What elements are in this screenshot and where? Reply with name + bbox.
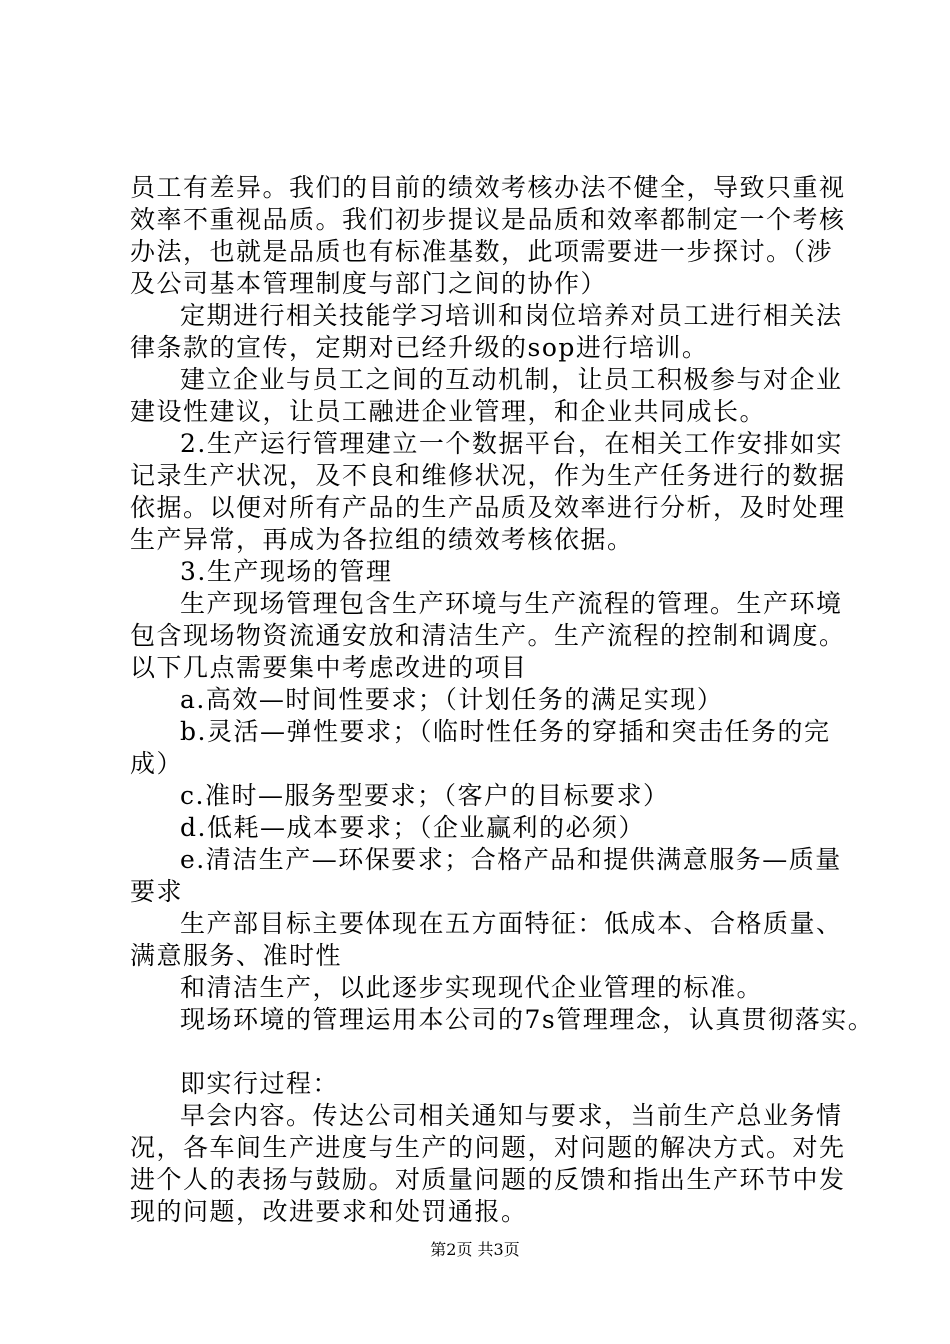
text-line: 效率不重视品质。我们初步提议是品质和效率都制定一个考核 — [130, 205, 846, 234]
text-line: 早会内容。传达公司相关通知与要求，当前生产总业务情 — [180, 1101, 843, 1130]
text-line: 生产部目标主要体现在五方面特征：低成本、合格质量、 — [180, 909, 843, 938]
text-line: 要求 — [130, 877, 184, 906]
text-line: 况，各车间生产进度与生产的问题，对问题的解决方式。对先 — [130, 1133, 846, 1162]
text-line: 办法，也就是品质也有标准基数，此项需要进一步探讨。（涉 — [130, 237, 834, 266]
text-line: 生产现场管理包含生产环境与生产流程的管理。生产环境 — [180, 589, 843, 618]
text-line: 和清洁生产，以此逐步实现现代企业管理的标准。 — [180, 973, 764, 1002]
blank-line — [130, 1036, 830, 1068]
text-line: 成） — [130, 749, 184, 778]
text-line: c.准时—服务型要求；（客户的目标要求） — [180, 781, 670, 810]
text-line: e.清洁生产—环保要求；合格产品和提供满意服务—质量 — [180, 845, 842, 874]
text-line: 建设性建议，让员工融进企业管理，和企业共同成长。 — [130, 397, 767, 426]
text-line: 以下几点需要集中考虑改进的项目 — [130, 653, 528, 682]
text-line: 进个人的表扬与鼓励。对质量问题的反馈和指出生产环节中发 — [130, 1165, 846, 1194]
text-line: 3.生产现场的管理 — [180, 557, 393, 586]
text-line: 及公司基本管理制度与部门之间的协作） — [130, 269, 608, 298]
text-line: 即实行过程： — [180, 1069, 340, 1098]
text-line: 建立企业与员工之间的互动机制，让员工积极参与对企业 — [180, 365, 843, 394]
text-line: 定期进行相关技能学习培训和岗位培养对员工进行相关法 — [180, 301, 843, 330]
text-line: 2.生产运行管理建立一个数据平台，在相关工作安排如实 — [180, 429, 843, 458]
text-line: 律条款的宣传，定期对已经升级的sop进行培训。 — [130, 333, 709, 362]
text-line: 现场环境的管理运用本公司的7s管理理念，认真贯彻落实。 — [180, 1005, 875, 1034]
document-body — [130, 172, 875, 1228]
text-line: 生产异常，再成为各拉组的绩效考核依据。 — [130, 525, 634, 554]
text-line: 满意服务、准时性 — [130, 941, 343, 970]
text-line: b.灵活—弹性要求；（临时性任务的穿插和突击任务的完 — [180, 717, 831, 746]
text-line: 依据。以便对所有产品的生产品质及效率进行分析，及时处理 — [130, 493, 846, 522]
text-line: a.高效—时间性要求；（计划任务的满足实现） — [180, 685, 724, 714]
text-line: d.低耗—成本要求；（企业赢利的必须） — [180, 813, 645, 842]
page-footer: 第2页 共3页 — [430, 1240, 520, 1259]
text-line: 记录生产状况，及不良和维修状况，作为生产任务进行的数据 — [130, 461, 846, 490]
text-line: 现的问题，改进要求和处罚通报。 — [130, 1197, 528, 1226]
text-line: 包含现场物资流通安放和清洁生产。生产流程的控制和调度。 — [130, 621, 846, 650]
text-line: 员工有差异。我们的目前的绩效考核办法不健全，导致只重视 — [130, 173, 846, 202]
